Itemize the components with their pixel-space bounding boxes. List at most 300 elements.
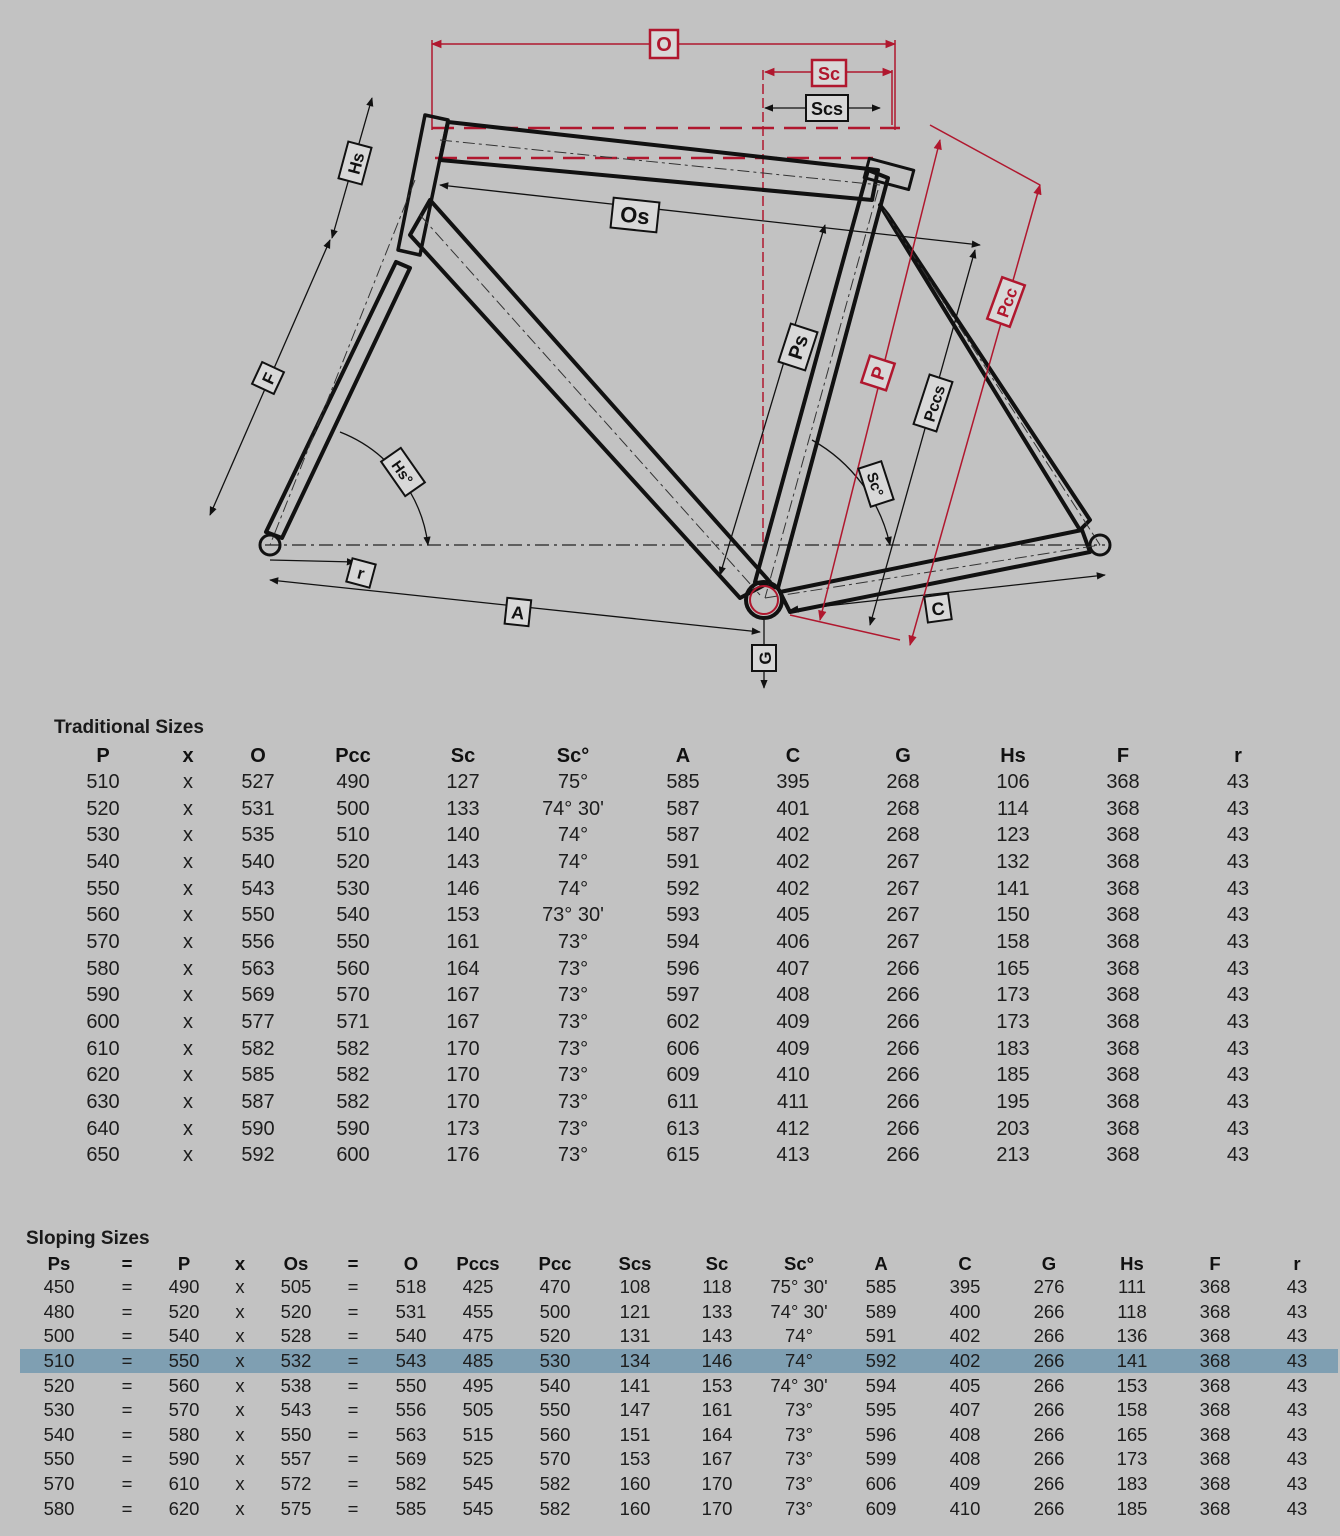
table-cell: x (183, 984, 193, 1007)
table-cell: 266 (1033, 1423, 1065, 1445)
table-cell: 268 (886, 797, 920, 820)
table-row (20, 1496, 1338, 1521)
table-cell: 74° (785, 1325, 813, 1347)
table-cell: 409 (949, 1473, 981, 1495)
table-cell: 550 (280, 1423, 312, 1445)
table-cell: 266 (1033, 1448, 1065, 1470)
table-cell: 118 (1117, 1300, 1147, 1322)
svg-text:Os: Os (619, 201, 651, 230)
table-cell: 543 (280, 1399, 312, 1421)
table-cell: 43 (1226, 877, 1250, 900)
table-cell: 131 (619, 1325, 651, 1347)
table-cell: 266 (1033, 1497, 1065, 1519)
table-cell: 43 (1226, 930, 1250, 953)
table-cell: 531 (241, 797, 275, 820)
table-cell: 530 (516, 1349, 594, 1374)
table-cell: 570 (168, 1399, 200, 1421)
table-cell: 158 (996, 930, 1030, 953)
table-cell: = (347, 1276, 359, 1298)
table-cell: 118 (702, 1276, 732, 1298)
table-cell: 368 (1106, 1037, 1140, 1060)
table-cell: 268 (886, 770, 920, 793)
table-cell: = (347, 1325, 359, 1347)
traditional-col-header: x (182, 744, 194, 767)
table-cell: 402 (949, 1325, 981, 1347)
table-cell: 43 (1226, 824, 1250, 847)
table-cell: = (98, 1349, 156, 1374)
label-P (861, 356, 894, 391)
table-cell: 610 (86, 1037, 120, 1060)
table-cell: 594 (865, 1374, 897, 1396)
table-row (48, 983, 1298, 1010)
label-A (505, 598, 532, 626)
table-cell: 550 (336, 930, 370, 953)
table-cell: 43 (1286, 1300, 1308, 1322)
svg-text:Sc: Sc (817, 64, 841, 84)
table-cell: 550 (86, 877, 120, 900)
table-cell: x (183, 930, 193, 953)
table-cell: 43 (1286, 1276, 1308, 1298)
table-cell: 520 (43, 1374, 75, 1396)
table-cell: 43 (1226, 797, 1250, 820)
table-cell: 170 (701, 1473, 733, 1495)
table-cell: 153 (1116, 1374, 1148, 1396)
table-cell: = (324, 1349, 382, 1374)
traditional-col-header: G (895, 744, 911, 767)
table-cell: 412 (776, 1117, 810, 1140)
table-cell: 266 (1033, 1399, 1065, 1421)
table-cell: 368 (1106, 797, 1140, 820)
table-cell: 143 (446, 850, 480, 873)
table-cell: 43 (1226, 1064, 1250, 1087)
svg-text:F: F (258, 369, 281, 388)
table-row (48, 796, 1298, 823)
table-cell: 560 (336, 957, 370, 980)
table-cell: 133 (446, 797, 480, 820)
table-cell: 136 (1116, 1325, 1148, 1347)
table-cell: = (347, 1473, 359, 1495)
table-cell: 609 (865, 1497, 897, 1519)
table-cell: 43 (1286, 1325, 1308, 1347)
table-cell: 505 (462, 1399, 494, 1421)
table-cell: 402 (776, 877, 810, 900)
table-cell: 74° (557, 877, 589, 900)
table-cell: 368 (1199, 1423, 1231, 1445)
table-cell: 368 (1106, 877, 1140, 900)
table-cell: 570 (539, 1448, 571, 1470)
table-cell: 620 (86, 1064, 120, 1087)
label-Scs (806, 95, 848, 121)
sloping-col-header: C (958, 1253, 972, 1274)
table-cell: 556 (241, 930, 275, 953)
table-cell: 173 (996, 984, 1030, 1007)
table-cell: = (121, 1497, 133, 1519)
table-cell: 410 (949, 1497, 981, 1519)
table-cell: 368 (1106, 957, 1140, 980)
sloping-col-header: A (874, 1253, 888, 1274)
table-cell: x (235, 1325, 245, 1347)
table-row (48, 1089, 1298, 1116)
table-cell: 43 (1226, 1091, 1250, 1114)
table-cell: 132 (996, 850, 1030, 873)
table-cell: 470 (539, 1276, 571, 1298)
table-cell: 74° 30' (542, 797, 604, 820)
table-cell: 530 (336, 877, 370, 900)
table-cell: 575 (280, 1497, 312, 1519)
table-cell: 525 (462, 1448, 494, 1470)
table-cell: 368 (1106, 984, 1140, 1007)
table-cell: 140 (446, 824, 480, 847)
table-row (48, 1116, 1298, 1143)
table-cell: 160 (619, 1497, 651, 1519)
table-cell: 183 (1116, 1473, 1148, 1495)
table-cell: = (121, 1423, 133, 1445)
table-cell: 590 (86, 984, 120, 1007)
table-cell: 43 (1226, 1011, 1250, 1034)
table-cell: 153 (446, 904, 480, 927)
table-cell: 368 (1106, 1011, 1140, 1034)
table-cell: 195 (996, 1091, 1030, 1114)
label-Sc (812, 60, 846, 86)
table-cell: 73° (785, 1399, 813, 1421)
table-cell: 401 (776, 797, 810, 820)
table-cell: 520 (86, 797, 120, 820)
table-cell: 183 (996, 1037, 1030, 1060)
table-cell: 500 (43, 1325, 75, 1347)
table-cell: 146 (676, 1349, 758, 1374)
table-cell: 585 (666, 770, 700, 793)
table-cell: 540 (86, 850, 120, 873)
table-cell: x (235, 1300, 245, 1322)
traditional-col-header: O (250, 744, 266, 767)
svg-text:Pcc: Pcc (993, 285, 1022, 320)
table-cell: x (183, 850, 193, 873)
table-cell: 405 (776, 904, 810, 927)
svg-text:r: r (355, 563, 367, 584)
svg-text:G: G (756, 651, 775, 665)
table-cell: 520 (168, 1300, 200, 1322)
table-cell: 43 (1226, 1117, 1250, 1140)
frame-geometry-diagram (0, 0, 1340, 700)
table-cell: 368 (1106, 1064, 1140, 1087)
traditional-col-header: Pcc (335, 744, 371, 767)
table-cell: 143 (701, 1325, 733, 1347)
table-cell: 572 (280, 1473, 312, 1495)
table-cell: 556 (395, 1399, 427, 1421)
label-r (346, 558, 375, 587)
table-cell: 43 (1226, 770, 1250, 793)
sloping-col-header: P (177, 1253, 191, 1274)
table-cell: 368 (1106, 850, 1140, 873)
table-cell: 550 (539, 1399, 571, 1421)
table-cell: = (121, 1473, 133, 1495)
table-cell: = (347, 1423, 359, 1445)
table-cell: 582 (395, 1473, 427, 1495)
table-row (20, 1398, 1338, 1423)
table-cell: 505 (280, 1276, 312, 1298)
sloping-sizes-table (20, 1253, 1338, 1521)
sloping-body (20, 1275, 1338, 1521)
table-cell: 395 (949, 1276, 981, 1298)
table-cell: 43 (1286, 1374, 1308, 1396)
traditional-col-header: C (785, 744, 801, 767)
table-cell: 490 (336, 770, 370, 793)
table-cell: 266 (886, 1117, 920, 1140)
table-cell: 74° 30' (770, 1374, 828, 1396)
table-cell: 73° (557, 1011, 589, 1034)
table-cell: 173 (446, 1117, 480, 1140)
table-cell: 596 (666, 957, 700, 980)
label-C (924, 593, 951, 622)
table-cell: 43 (1286, 1448, 1308, 1470)
table-cell: 531 (395, 1300, 427, 1322)
table-cell: 267 (886, 930, 920, 953)
table-cell: 580 (168, 1423, 200, 1445)
table-cell: 540 (168, 1325, 200, 1347)
table-cell: 585 (395, 1497, 427, 1519)
table-cell: 597 (666, 984, 700, 1007)
table-cell: x (183, 957, 193, 980)
table-cell: 650 (86, 1144, 120, 1167)
table-cell: 368 (1199, 1399, 1231, 1421)
sloping-col-header: x (234, 1253, 246, 1274)
table-cell: 557 (280, 1448, 312, 1470)
table-cell: 593 (666, 904, 700, 927)
table-cell: 43 (1226, 1144, 1250, 1167)
table-cell: 571 (336, 1011, 370, 1034)
table-cell: 560 (86, 904, 120, 927)
table-cell: 582 (336, 1037, 370, 1060)
svg-text:Ps: Ps (784, 332, 814, 363)
table-cell: 114 (997, 797, 1029, 820)
traditional-sizes-title: Traditional Sizes (54, 717, 204, 738)
table-row (20, 1349, 1338, 1374)
table-cell: 485 (440, 1349, 516, 1374)
table-row (48, 1009, 1298, 1036)
table-cell: 600 (336, 1144, 370, 1167)
sloping-col-header: r (1293, 1253, 1301, 1274)
svg-text:O: O (656, 34, 672, 56)
table-cell: 410 (776, 1064, 810, 1087)
table-cell: 599 (865, 1448, 897, 1470)
table-cell: 450 (43, 1276, 75, 1298)
label-O (650, 30, 678, 58)
table-cell: 368 (1199, 1497, 1231, 1519)
table-cell: 170 (446, 1037, 480, 1060)
table-cell: 73° (557, 1091, 589, 1114)
table-cell: 510 (86, 770, 120, 793)
table-cell: 563 (241, 957, 275, 980)
table-cell: x (183, 1117, 193, 1140)
table-row (20, 1324, 1338, 1349)
label-Ps (779, 324, 818, 371)
table-cell: 530 (43, 1399, 75, 1421)
table-cell: 266 (1033, 1473, 1065, 1495)
table-cell: 540 (395, 1325, 427, 1347)
table-cell: 402 (776, 850, 810, 873)
table-cell: x (235, 1276, 245, 1298)
table-row (48, 1036, 1298, 1063)
label-Hs-angle (381, 448, 425, 496)
table-cell: 368 (1199, 1448, 1231, 1470)
table-cell: 570 (86, 930, 120, 953)
table-cell: 585 (865, 1276, 897, 1298)
table-cell: 613 (666, 1117, 700, 1140)
table-cell: 170 (446, 1064, 480, 1087)
label-Sc-angle (858, 461, 893, 506)
table-cell: 43 (1226, 957, 1250, 980)
table-cell: 368 (1174, 1349, 1256, 1374)
traditional-col-header: A (675, 744, 691, 767)
table-cell: 368 (1106, 1117, 1140, 1140)
table-cell: 167 (446, 1011, 480, 1034)
table-cell: 141 (1090, 1349, 1174, 1374)
table-cell: x (235, 1374, 245, 1396)
table-cell: 596 (865, 1423, 897, 1445)
table-cell: 133 (701, 1300, 733, 1322)
sloping-col-header: Os (283, 1253, 309, 1274)
table-cell: 266 (886, 1091, 920, 1114)
table-cell: 73° (785, 1497, 813, 1519)
label-G (752, 645, 776, 671)
table-cell: 73° (557, 957, 589, 980)
table-cell: 141 (619, 1374, 651, 1396)
table-cell: 550 (156, 1349, 212, 1374)
table-cell: 43 (1286, 1423, 1308, 1445)
table-cell: 510 (20, 1349, 98, 1374)
table-cell: 185 (1116, 1497, 1148, 1519)
table-cell: 73° (557, 1037, 589, 1060)
table-cell: 368 (1106, 930, 1140, 953)
table-cell: 266 (886, 1064, 920, 1087)
svg-text:Hs: Hs (344, 150, 369, 177)
table-cell: = (347, 1399, 359, 1421)
table-cell: 167 (446, 984, 480, 1007)
table-row (20, 1423, 1338, 1448)
label-Os (611, 198, 660, 233)
table-cell: x (183, 797, 193, 820)
table-cell: 550 (241, 904, 275, 927)
table-cell: 147 (619, 1399, 651, 1421)
label-Pccs (914, 375, 953, 432)
table-cell: = (121, 1276, 133, 1298)
table-cell: 43 (1286, 1497, 1308, 1519)
table-cell: 543 (241, 877, 275, 900)
table-cell: 73° (785, 1423, 813, 1445)
table-cell: 490 (168, 1276, 200, 1298)
table-row (48, 769, 1298, 796)
table-cell: 540 (539, 1374, 571, 1396)
sloping-col-header: Sc (705, 1253, 729, 1274)
table-cell: 127 (446, 770, 480, 793)
label-Pcc (987, 277, 1025, 327)
table-cell: 640 (86, 1117, 120, 1140)
table-cell: 480 (43, 1300, 75, 1322)
table-cell: 368 (1106, 1091, 1140, 1114)
svg-text:Pccs: Pccs (921, 383, 950, 425)
sloping-col-header: F (1209, 1253, 1221, 1274)
table-cell: 569 (395, 1448, 427, 1470)
table-cell: 176 (446, 1144, 480, 1167)
table-cell: 185 (996, 1064, 1030, 1087)
table-cell: 368 (1106, 904, 1140, 927)
sloping-header-row (20, 1253, 1338, 1275)
table-cell: 510 (336, 824, 370, 847)
table-cell: 146 (446, 877, 480, 900)
table-cell: 213 (996, 1144, 1030, 1167)
table-cell: 73° (557, 1117, 589, 1140)
table-cell: 158 (1116, 1399, 1148, 1421)
label-F (252, 362, 284, 394)
table-cell: 409 (776, 1037, 810, 1060)
table-cell: 266 (886, 1144, 920, 1167)
table-cell: 368 (1106, 824, 1140, 847)
table-cell: x (183, 1011, 193, 1034)
table-cell: 592 (840, 1349, 922, 1374)
sloping-col-header: = (347, 1253, 359, 1274)
table-cell: 535 (241, 824, 275, 847)
table-cell: 540 (241, 850, 275, 873)
table-cell: 400 (949, 1300, 981, 1322)
table-cell: 167 (701, 1448, 733, 1470)
table-cell: 160 (619, 1473, 651, 1495)
table-cell: = (121, 1300, 133, 1322)
sloping-col-header: Scs (618, 1253, 652, 1274)
table-cell: 570 (336, 984, 370, 1007)
table-row (20, 1373, 1338, 1398)
table-cell: 151 (619, 1423, 651, 1445)
traditional-col-header: Sc° (556, 744, 590, 767)
table-cell: 43 (1226, 850, 1250, 873)
table-cell: 368 (1199, 1276, 1231, 1298)
svg-text:C: C (930, 598, 946, 620)
table-cell: 73° (557, 1144, 589, 1167)
traditional-col-header: Sc (450, 744, 476, 767)
table-cell: 560 (168, 1374, 200, 1396)
table-cell: 266 (1033, 1325, 1065, 1347)
table-cell: 43 (1226, 1037, 1250, 1060)
table-cell: 520 (336, 850, 370, 873)
table-cell: 582 (336, 1091, 370, 1114)
table-cell: 606 (666, 1037, 700, 1060)
table-row (48, 876, 1298, 903)
table-cell: 587 (666, 824, 700, 847)
table-cell: 591 (666, 850, 700, 873)
table-cell: 266 (1033, 1300, 1065, 1322)
table-cell: 595 (865, 1399, 897, 1421)
traditional-col-header: F (1116, 744, 1130, 767)
table-cell: 592 (666, 877, 700, 900)
table-cell: 402 (776, 824, 810, 847)
table-cell: 173 (1116, 1448, 1148, 1470)
table-cell: 150 (996, 904, 1030, 927)
table-cell: x (183, 904, 193, 927)
table-cell: 368 (1106, 770, 1140, 793)
table-cell: 368 (1199, 1300, 1231, 1322)
table-cell: 540 (336, 904, 370, 927)
table-cell: 43 (1286, 1473, 1308, 1495)
table-cell: 111 (1117, 1276, 1147, 1298)
table-cell: 153 (701, 1374, 733, 1396)
table-cell: 600 (86, 1011, 120, 1034)
table-cell: 165 (996, 957, 1030, 980)
traditional-header-row (48, 743, 1298, 769)
table-cell: 610 (168, 1473, 200, 1495)
table-cell: 268 (886, 824, 920, 847)
table-cell: x (235, 1497, 245, 1519)
table-cell: 550 (395, 1374, 427, 1396)
table-cell: 165 (1116, 1423, 1148, 1445)
